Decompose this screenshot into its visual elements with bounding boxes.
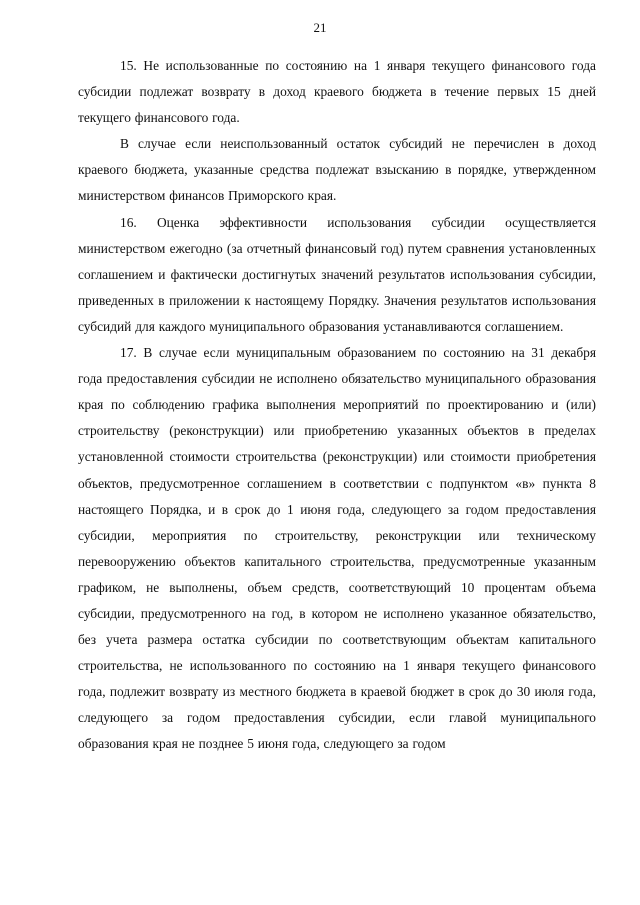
paragraph-15: 15. Не использованные по состоянию на 1 января текущего финансового года субсидии подлежат возврату в доход краевого бюджета в течение первых 15 дней текущего финансового года. [78, 58, 596, 126]
page-number: 21 [313, 20, 327, 35]
paragraph-16: 16. Оценка эффективности использования субсидии осуществляется министерством ежегодно (за отчетный финансовый год) путем сравнения установленных соглашением и фактически достигнутых значений результатов использования субсидии, приведенных в приложении к настоящему Порядку. Значения результатов использования субсидий для каждого муниципального образования устанавливаются соглашением. [78, 214, 596, 334]
paragraph-15-continuation: В случае если неиспользованный остаток субсидий не перечислен в доход краевого бюджета, указанные средства подлежат взысканию в порядке, утвержденном министерством финансов Приморского края. [78, 136, 596, 204]
paragraph-17: 17. В случае если муниципальным образованием по состоянию на 31 декабря года предоставления субсидии не исполнено обязательство муниципального образования края по соблюдению графика выполнения мероприятий по проектированию и (или) строительству (реконструкции) или приобретению указанных объектов в пределах установленной стоимости строительства (реконструкции) или стоимости приобретения объектов, предусмотренное соглашением в соответствии с подпунктом «в» пункта 8 настоящего Порядка, и в срок до 1 июня года, следующего за годом предоставления субсидии, мероприятия по строительству, реконструкции или техническому перевооружению объектов капитального строительства, предусмотренные указанным графиком, не выполнены, объем средств, соответствующий 10 процентам объема субсидии, предусмотренного на год, в котором не исполнено указанное обязательство, без учета размера остатка субсидии по соответствующим объектам капитального строительства, не использованного по состоянию на 1 января текущего финансового года, подлежит возврату из местного бюджета в краевой бюджет в срок до 30 июля года, следующего за годом предоставления субсидии, если главой муниципального образования края не позднее 5 июня года, следующего за годом [78, 345, 596, 752]
document-body [78, 53, 596, 758]
